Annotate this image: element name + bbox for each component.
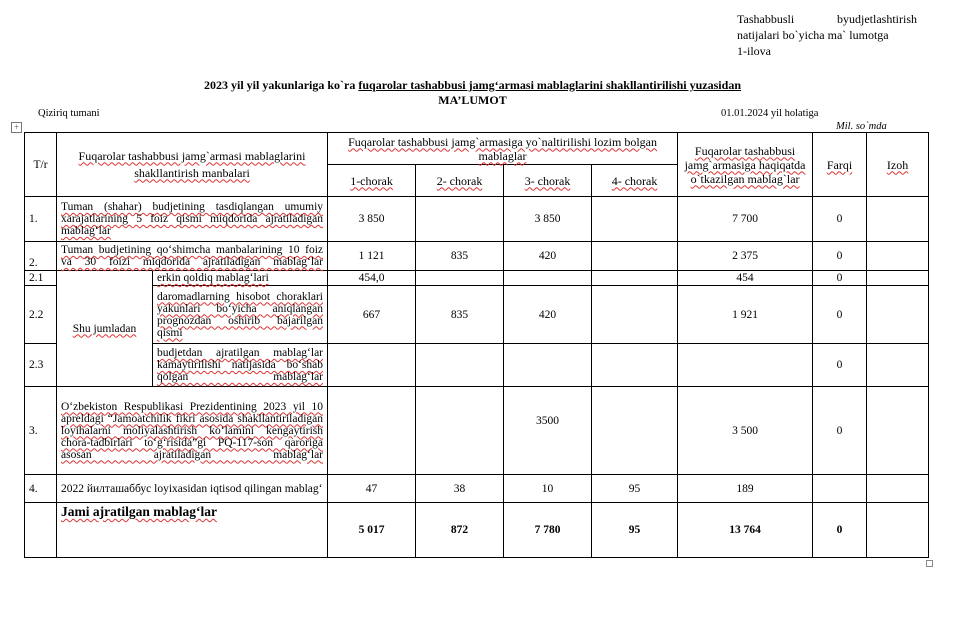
row-q1 — [328, 344, 416, 387]
row-q4 — [592, 271, 678, 286]
table-row — [25, 387, 929, 475]
total-row — [25, 503, 929, 558]
total-q3: 7 780 — [504, 503, 592, 558]
row-source: O‘zbekiston Respublikasi Prezidentining 2023 yil 10 apreldagi “Jamoatchilik fikri asosida shakllantiriladigan loyihalarni moliyalashtirish ko‘lamini kengaytirish chora-tadbirlari to‘g‘risida”gi PQ-117-son qaroriga asosan ajratiladigan mablag‘lar — [57, 387, 328, 475]
row-note — [867, 475, 929, 503]
row-num: 4. — [25, 475, 57, 503]
row-source: erkin qoldiq mablag‘lari — [153, 271, 328, 286]
table-resize-handle[interactable] — [926, 560, 933, 567]
header-row-1 — [25, 133, 929, 165]
header-spent: Fuqarolar tashabbusi jamg`armasiga haqiqatda o`tkazilgan mablag`lar — [678, 133, 813, 197]
header-q3: 3- chorak — [504, 165, 592, 197]
total-q2: 872 — [416, 503, 504, 558]
row-spent: 454 — [678, 271, 813, 286]
row-q3: 420 — [504, 242, 592, 271]
row-note — [867, 242, 929, 271]
row-source: budjetdan ajratilgan mablag‘lar kamaytirilishi natijasida bo‘shab qolgan mablag‘lar — [153, 344, 328, 387]
row-note — [867, 344, 929, 387]
total-diff: 0 — [813, 503, 867, 558]
row-num: 3. — [25, 387, 57, 475]
row-q2 — [416, 344, 504, 387]
table-row — [25, 286, 929, 344]
annex-line3: 1-ilova — [737, 44, 771, 58]
row-q1 — [328, 387, 416, 475]
row-q4 — [592, 344, 678, 387]
row-spent: 2 375 — [678, 242, 813, 271]
row-q2: 38 — [416, 475, 504, 503]
row-note — [867, 271, 929, 286]
row-q3: 10 — [504, 475, 592, 503]
table-move-handle-icon[interactable]: + — [11, 122, 22, 133]
date-label: 01.01.2024 yil holatiga — [721, 108, 819, 119]
row-note — [867, 387, 929, 475]
row-num: 2.1 — [25, 271, 57, 286]
data-table — [24, 132, 929, 558]
table-row — [25, 197, 929, 242]
row-q1: 454,0 — [328, 271, 416, 286]
annex-word1: Tashabbusli — [737, 12, 795, 26]
row-spent: 189 — [678, 475, 813, 503]
row-spent: 7 700 — [678, 197, 813, 242]
row-q2 — [416, 387, 504, 475]
document-title-line2: MA’LUMOT — [438, 93, 507, 107]
annex-word2: byudjetlashtirish — [837, 12, 917, 26]
row-q3 — [504, 344, 592, 387]
header-source: Fuqarolar tashabbusi jamg`armasi mablaglarini shakllantirish manbalari — [57, 133, 328, 197]
row-q1: 1 121 — [328, 242, 416, 271]
document-title — [60, 78, 885, 93]
row-diff: 0 — [813, 286, 867, 344]
row-q1: 667 — [328, 286, 416, 344]
row-diff: 0 — [813, 387, 867, 475]
row-num: 1. — [25, 197, 57, 242]
sub-group-label: Shu jumladan — [57, 271, 153, 387]
row-num: 2. — [25, 242, 57, 271]
row-note — [867, 197, 929, 242]
header-group: Fuqarolar tashabbusi jamg`armasiga yo`naltirilishi lozim bolgan mablaglar — [328, 133, 678, 165]
row-q2 — [416, 271, 504, 286]
header-q2: 2- chorak — [416, 165, 504, 197]
row-q4: 95 — [592, 475, 678, 503]
header-q1: 1-chorak — [328, 165, 416, 197]
row-diff: 0 — [813, 197, 867, 242]
total-spent: 13 764 — [678, 503, 813, 558]
header-note: Izoh — [867, 133, 929, 197]
total-q4: 95 — [592, 503, 678, 558]
row-q4 — [592, 242, 678, 271]
row-q4 — [592, 387, 678, 475]
row-note — [867, 286, 929, 344]
row-diff: 0 — [813, 271, 867, 286]
table-row — [25, 475, 929, 503]
row-num: 2.2 — [25, 286, 57, 344]
header-diff: Farqi — [813, 133, 867, 197]
row-q1: 3 850 — [328, 197, 416, 242]
row-source: Tuman budjetining qo‘shimcha manbalarining 10 foiz va 30 foizi miqdorida ajratiladigan mablag‘lar — [57, 242, 328, 271]
table-row — [25, 271, 929, 286]
row-source: 2022 йилташаббус loyixasidan iqtisod qilingan mablag‘ — [57, 475, 328, 503]
header-q4: 4- chorak — [592, 165, 678, 197]
row-num: 2.3 — [25, 344, 57, 387]
row-spent — [678, 344, 813, 387]
row-q1: 47 — [328, 475, 416, 503]
row-diff — [813, 475, 867, 503]
unit-label: Mil. so`mda — [836, 121, 887, 132]
row-q2: 835 — [416, 286, 504, 344]
annex-line2: natijalari bo`yicha ma` lumotga — [737, 28, 889, 42]
row-q3 — [504, 271, 592, 286]
title-prefix: 2023 yil yil yakunlariga ko`ra — [204, 78, 359, 92]
total-q1: 5 017 — [328, 503, 416, 558]
row-diff: 0 — [813, 242, 867, 271]
header-num: T/r — [25, 133, 57, 197]
table-row — [25, 344, 929, 387]
district-label: Qiziriq tumani — [38, 108, 100, 119]
annex-note — [737, 11, 917, 59]
row-q3: 3 850 — [504, 197, 592, 242]
row-q4 — [592, 197, 678, 242]
row-source: daromadlarning hisobot choraklari yakunlari bo‘yicha aniqlangan prognozdan oshirib bajarilgan qismi — [153, 286, 328, 344]
row-q3: 420 — [504, 286, 592, 344]
table-row — [25, 242, 929, 271]
row-spent: 3 500 — [678, 387, 813, 475]
row-q2: 835 — [416, 242, 504, 271]
row-spent: 1 921 — [678, 286, 813, 344]
row-q4 — [592, 286, 678, 344]
total-note — [867, 503, 929, 558]
row-diff: 0 — [813, 344, 867, 387]
title-underlined: fuqarolar tashabbusi jamg‘armasi mablaglarini shakllantirilishi yuzasidan — [358, 78, 741, 92]
row-q3: 3500 — [504, 387, 592, 475]
total-num — [25, 503, 57, 558]
row-source: Tuman (shahar) budjetining tasdiqlangan umumiy xarajatlarining 5 foiz qismi miqdorida ajratiladigan mablag‘lar — [57, 197, 328, 242]
row-q2 — [416, 197, 504, 242]
total-label: Jami ajratilgan mablag‘lar — [57, 503, 328, 558]
